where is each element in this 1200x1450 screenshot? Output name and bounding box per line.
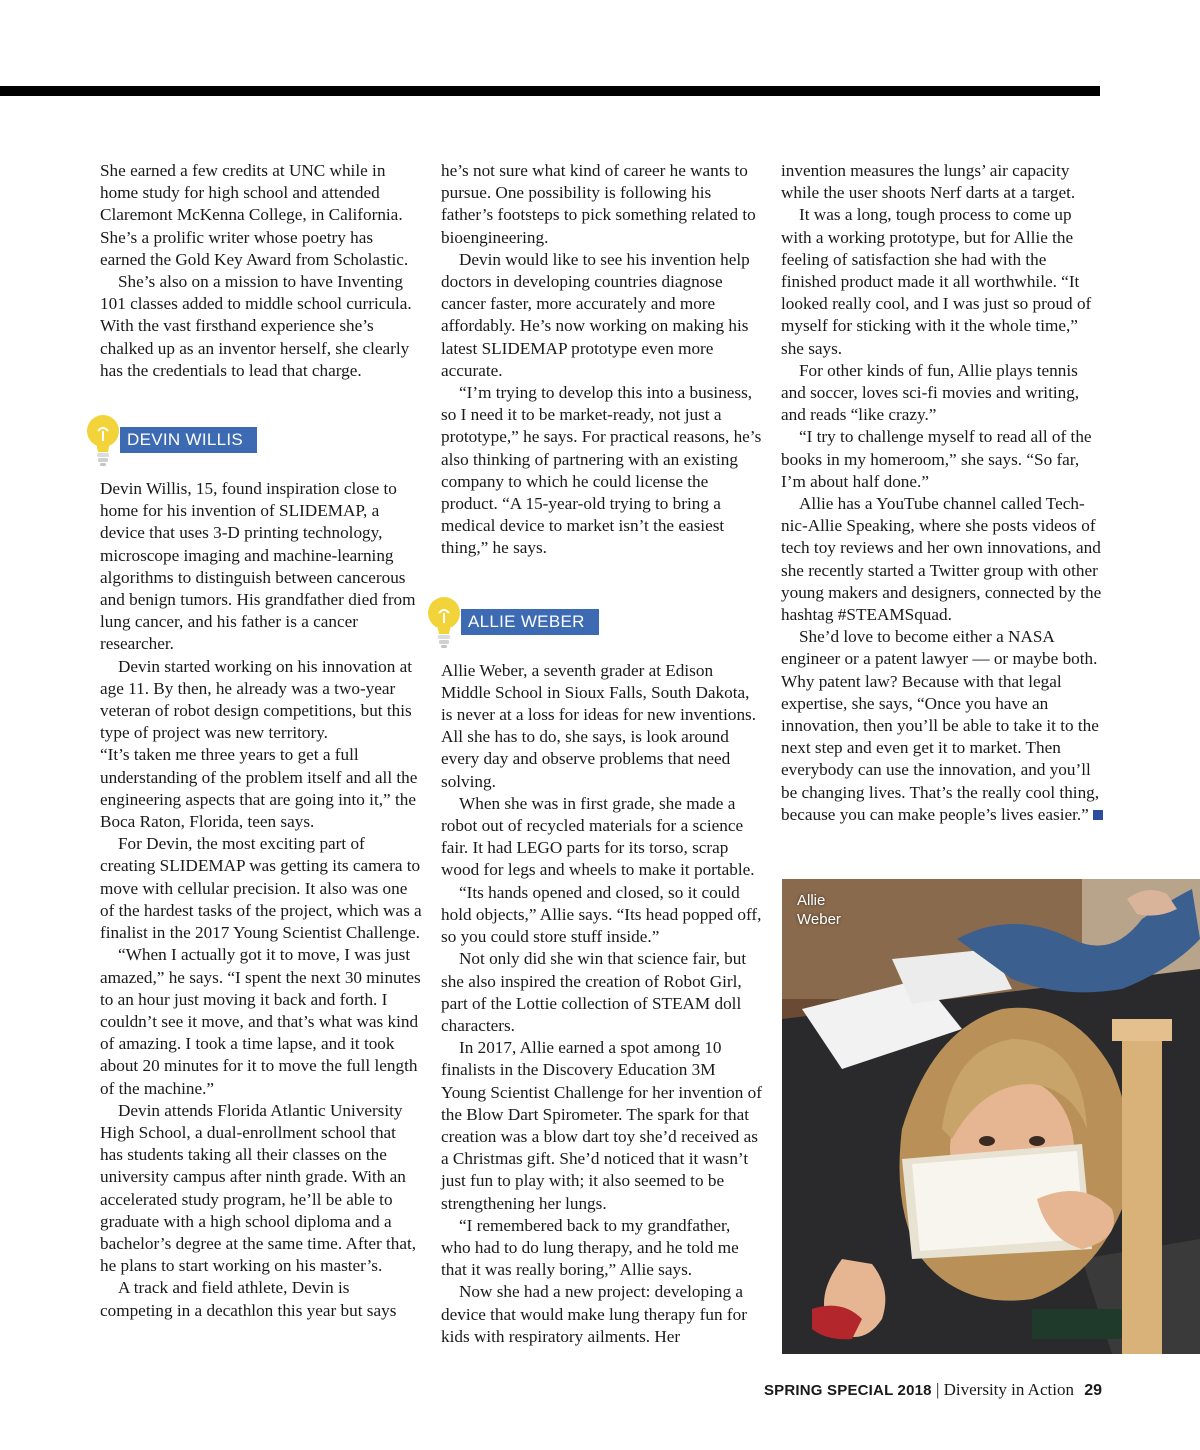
- top-rule: [0, 86, 1100, 96]
- paragraph: Devin would like to see his invention help doctors in developing countries diagnose cancer faster, more accurately and more affordably. He’s now working on making his latest SLIDEMAP prototype even more accurate.: [441, 249, 750, 380]
- paragraph: When she was in first grade, she made a robot out of recycled materials for a science fair. It had LEGO parts for its torso, scrap wood for legs and wheels to make it portable.: [441, 793, 755, 880]
- paragraph: It was a long, tough process to come up with a working prototype, but for Allie the feeling of satisfaction she had with the finished product made it all worthwhile. “It looked really cool, and I was just so proud of myself for sticking with it the whole time,” she says.: [781, 205, 1092, 358]
- paragraph: In 2017, Allie earned a spot among 10 finalists in the Discovery Education 3M Young Scientist Challenge for her invention of the Blow Dart Spirometer. The spark for that creation was a blow dart toy she’d received as a Christmas gift. She’d noticed that it wasn’t just fun to play with; it also seemed to be strengthening her lungs.: [441, 1038, 762, 1213]
- article-column-2: [441, 160, 763, 1348]
- paragraph: “Its hands opened and closed, so it could hold objects,” Allie says. “Its head popped off, so you could store stuff inside.”: [441, 882, 762, 947]
- paragraph-text: She’d love to become either a NASA engineer or a patent lawyer — or maybe both. Why patent law? Because with that legal expertise, she says, “Once you have an innovation, then you’ll be able to take it to the next step and even get it to market. Then everybody can use the innovation, and you’ll be changing lives. That’s the really cool thing, because you can make people’s lives easier.”: [781, 627, 1100, 824]
- lightbulb-icon: [84, 414, 122, 468]
- paragraph: For Devin, the most exciting part of creating SLIDEMAP was getting its camera to move with cellular precision. It also was one of the hardest tasks of the project, which was a finalist in the 2017 Young Scientist Challenge.: [100, 834, 422, 943]
- photo-allie-weber: [782, 879, 1200, 1354]
- footer-separator: |: [935, 1380, 940, 1399]
- paragraph: Devin started working on his innovation at age 11. By then, he already was a two-year veteran of robot design competitions, but this type of project was new territory.: [100, 656, 413, 743]
- magazine-name: Diversity in Action: [943, 1380, 1074, 1399]
- photo-caption: [797, 891, 841, 929]
- paragraph: Devin attends Florida Atlantic University High School, a dual-enrollment school that has students taking all their classes on the university campus after ninth grade. With an accelerated study program, he’ll be able to graduate with a high school diploma and a bachelor’s degree at the same time. After that, he plans to start working on his master’s.: [100, 1100, 417, 1276]
- paragraph: Not only did she win that science fair, but she also inspired the creation of Robot Girl, part of the Lottie collection of STEAM doll characters.: [441, 949, 747, 1035]
- caption-line: Weber: [797, 911, 841, 928]
- paragraph: Now she had a new project: developing a device that would make lung therapy fun for kids with respiratory ailments. Her: [441, 1282, 747, 1346]
- paragraph: She earned a few credits at UNC while in home study for high school and attended Claremont McKenna College, in California. She’s a prolific writer whose poetry has earned the Gold Key Award from Scholastic.: [100, 161, 409, 269]
- section-heading-devin-willis: [100, 416, 422, 476]
- paragraph: invention measures the lungs’ air capacity while the user shoots Nerf darts at a target.: [781, 161, 1076, 203]
- paragraph: Allie has a YouTube channel called Tech-nic-Allie Speaking, where she posts videos of tech toy reviews and her own innovations, and she recently started a Twitter group with other young makers and designers, connected by the hashtag #STEAMSquad.: [781, 494, 1102, 625]
- paragraph: he’s not sure what kind of career he wants to pursue. One possibility is following his father’s footsteps to pick something related to bioengineering.: [441, 161, 756, 247]
- lightbulb-icon: [425, 596, 463, 650]
- article-column-3: [781, 160, 1103, 826]
- end-of-article-mark: [1093, 810, 1103, 820]
- section-heading-label: ALLIE WEBER: [461, 609, 599, 635]
- section-heading-label: DEVIN WILLIS: [120, 427, 257, 453]
- paragraph: A track and field athlete, Devin is competing in a decathlon this year but says: [100, 1278, 397, 1320]
- photo-illustration: [782, 879, 1200, 1354]
- caption-line: Allie: [797, 892, 826, 909]
- paragraph: “I’m trying to develop this into a business, so I need it to be market-ready, not just a prototype,” he says. For practical reasons, he’s also thinking of partnering with an existing company to which he could license the product. “A 15-year-old trying to bring a medical device to market isn’t the easiest thing,” he says.: [441, 383, 762, 558]
- paragraph: “It’s taken me three years to get a full understanding of the problem itself and all the engineering aspects that are going into it,” the Boca Raton, Florida, teen says.: [100, 745, 418, 832]
- page-footer: [764, 1380, 1102, 1400]
- section-heading-allie-weber: [441, 598, 763, 658]
- paragraph: Devin Willis, 15, found inspiration close to home for his invention of SLIDEMAP, a device that uses 3-D printing technology, microscope imaging and machine-learning algorithms to distinguish between cancerous and benign tumors. His grandfather died from lung cancer, and his father is a cancer researcher.: [100, 479, 416, 654]
- page-number: 29: [1084, 1382, 1102, 1399]
- paragraph: She’s also on a mission to have Inventing 101 classes added to middle school curricula. With the vast firsthand experience she’s chalked up as an inventor herself, she clearly has the credentials to lead that charge.: [100, 272, 412, 380]
- paragraph-final: [781, 626, 1103, 826]
- paragraph: “When I actually got it to move, I was just amazed,” he says. “I spent the next 30 minutes to an hour just moving it back and forth. I couldn’t see it move, and that’s what was kind of amazing. I took a time lapse, and it took about 20 minutes for it to move the full length of the machine.”: [100, 945, 421, 1098]
- issue-label: SPRING SPECIAL 2018: [763, 1382, 932, 1399]
- paragraph: For other kinds of fun, Allie plays tennis and soccer, loves sci-fi movies and writing, and reads “like crazy.”: [781, 360, 1080, 425]
- paragraph: Allie Weber, a seventh grader at Edison Middle School in Sioux Falls, South Dakota, is never at a loss for ideas for new inventions. All she has to do, she says, is look around every day and observe problems that need solving.: [441, 660, 757, 791]
- paragraph: “I remembered back to my grandfather, who had to do lung therapy, and he told me that it was really boring,” Allie says.: [441, 1215, 739, 1280]
- article-column-1: [100, 160, 422, 1322]
- paragraph: “I try to challenge myself to read all of the books in my homeroom,” she says. “So far, I’m about half done.”: [781, 427, 1092, 491]
